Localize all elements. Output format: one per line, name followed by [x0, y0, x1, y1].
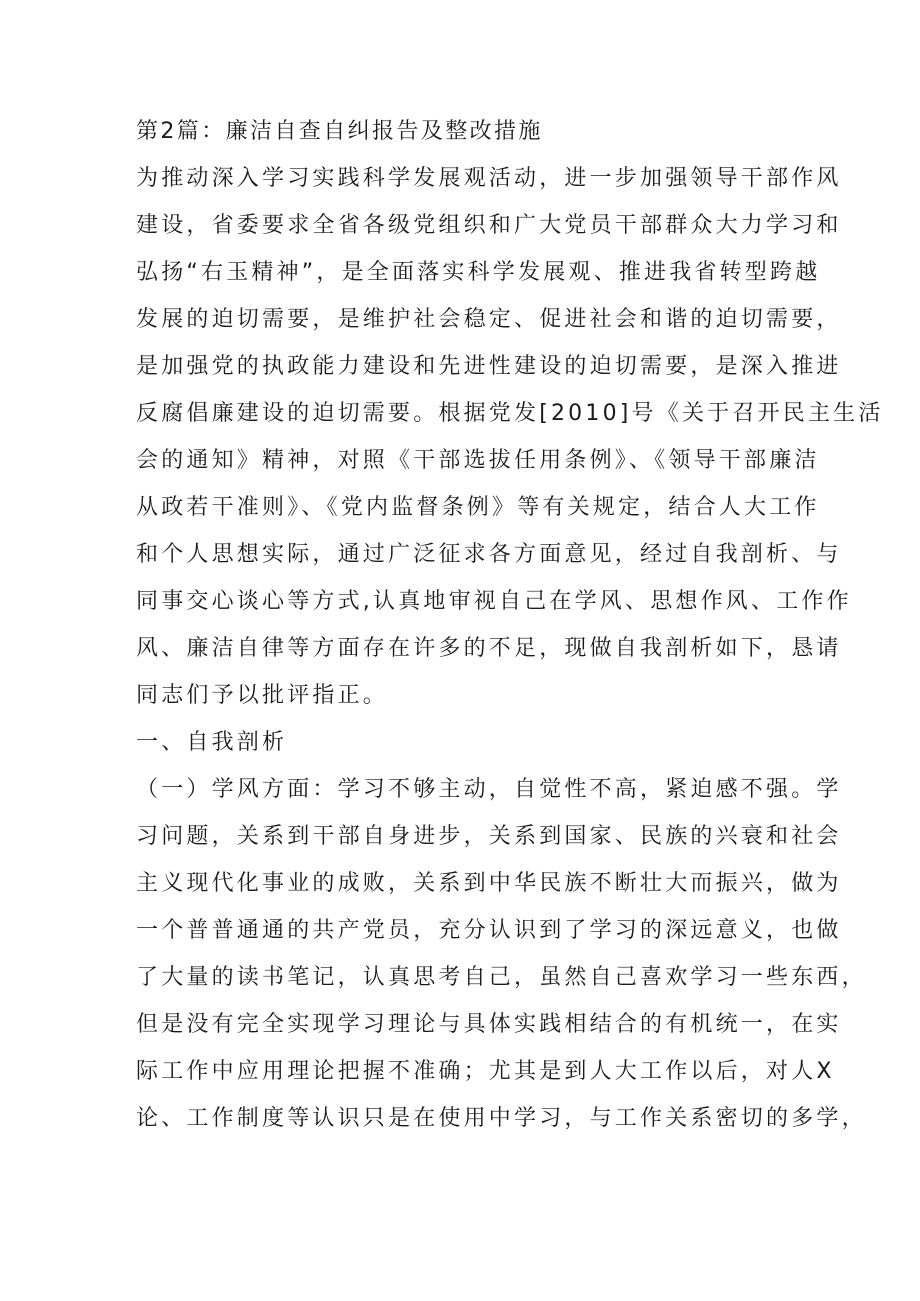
- body-line: （一）学风方面：学习不够主动，自觉性不高，紧迫感不强。学: [136, 777, 842, 802]
- body-line: 同事交心谈心等方式,认真地审视自己在学风、思想作风、工作作: [136, 589, 852, 614]
- body-line: 一个普普通通的共产党员，充分认识到了学习的深远意义，也做: [136, 918, 842, 943]
- body-line: 主义现代化事业的成败，关系到中华民族不断壮大而振兴，做为: [136, 871, 842, 896]
- section-heading: 一、自我剖析: [136, 730, 288, 755]
- body-line: 发展的迫切需要，是维护社会稳定、促进社会和谐的迫切需要，: [136, 307, 842, 332]
- document-title: 第2篇：廉洁自查自纠报告及整改措施: [136, 119, 543, 144]
- body-line: 从政若干准则》、《党内监督条例》等有关规定，结合人大工作: [136, 495, 820, 520]
- body-line: 际工作中应用理论把握不准确；尤其是到人大工作以后，对人X: [136, 1059, 835, 1084]
- body-line: 弘扬“右玉精神”，是全面落实科学发展观、推进我省转型跨越: [136, 260, 821, 285]
- body-line: 和个人思想实际，通过广泛征求各方面意见，经过自我剖析、与: [136, 542, 842, 567]
- document-body: [136, 108, 884, 1142]
- body-line: 同志们予以批评指正。: [136, 683, 389, 708]
- body-line: 但是没有完全实现学习理论与具体实践相结合的有机统一，在实: [136, 1012, 842, 1037]
- body-line: 了大量的读书笔记，认真思考自己，虽然自己喜欢学习一些东西，: [136, 965, 867, 990]
- body-line: 论、工作制度等认识只是在使用中学习，与工作关系密切的多学，: [136, 1106, 867, 1131]
- body-line: 会的通知》精神，对照《干部选拔任用条例》、《领导干部廉洁: [136, 448, 820, 473]
- body-line: 风、廉洁自律等方面存在许多的不足，现做自我剖析如下，恳请: [136, 636, 842, 661]
- body-line: 是加强党的执政能力建设和先进性建设的迫切需要，是深入推进: [136, 354, 842, 379]
- body-line: 建设，省委要求全省各级党组织和广大党员干部群众大力学习和: [136, 213, 842, 238]
- body-line: 习问题，关系到干部自身进步，关系到国家、民族的兴衰和社会: [136, 824, 842, 849]
- body-line: 反腐倡廉建设的迫切需要。根据党发[2010]号《关于召开民主生活: [136, 401, 884, 426]
- body-line: 为推动深入学习实践科学发展观活动，进一步加强领导干部作风: [136, 166, 842, 191]
